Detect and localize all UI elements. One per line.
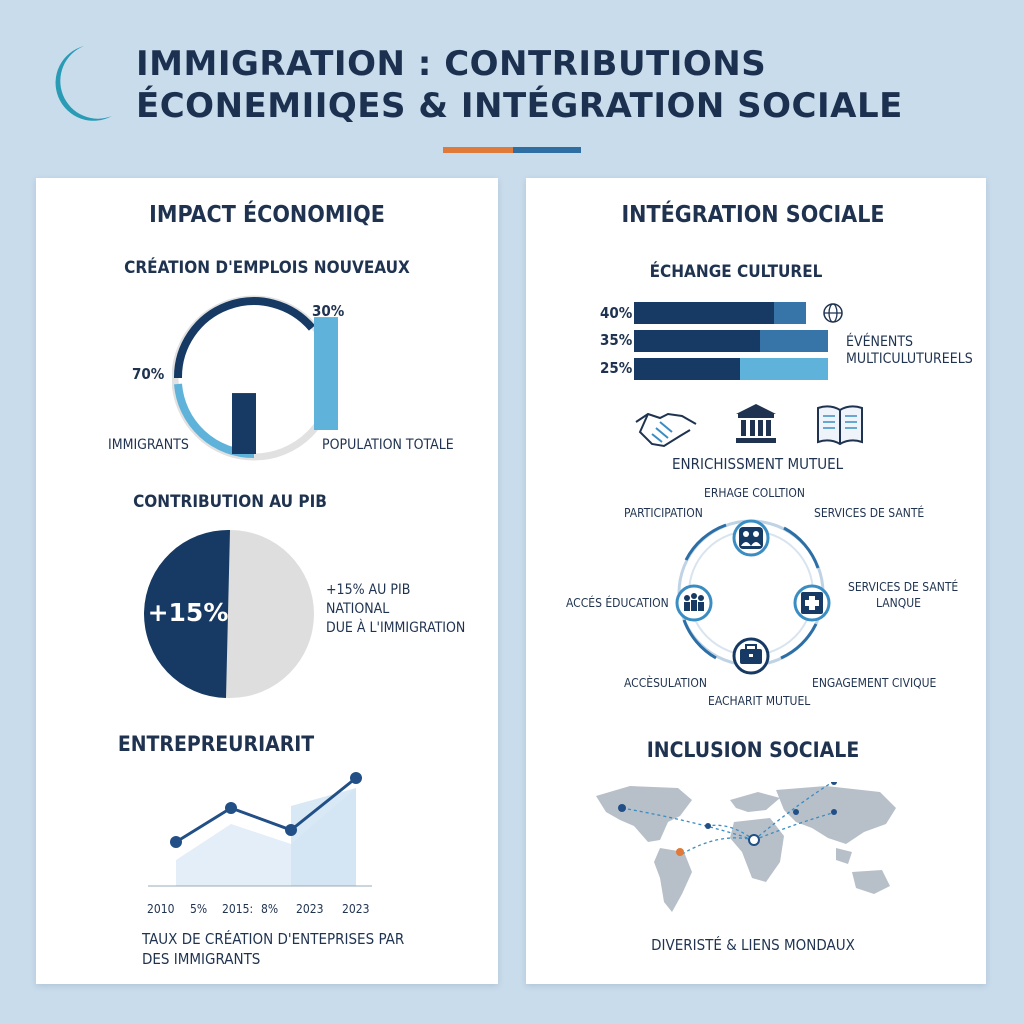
population-label: POPULATION TOTALE <box>322 437 454 453</box>
building-icon <box>734 402 778 446</box>
exchange-bar-25-seg-1 <box>740 358 828 380</box>
exchange-bar-35-seg-1 <box>760 330 828 352</box>
health-cross-node <box>795 586 829 620</box>
exchange-bar-40-seg-0 <box>634 302 774 324</box>
population-pct-label: 30% <box>312 302 345 320</box>
jobs-ring-navy-arc <box>178 301 312 378</box>
gdp-desc-line3: DUE À L'IMMIGRATION <box>326 620 466 636</box>
cycle-label-participation: PARTICIPATION <box>624 506 703 520</box>
immigrants-bar <box>232 393 256 454</box>
book-icon <box>814 402 866 448</box>
immigrants-pct-label: 70% <box>132 365 165 383</box>
exchange-bar-40-seg-1 <box>774 302 806 324</box>
people-node <box>734 521 768 555</box>
integration-cycle-diagram <box>666 508 836 678</box>
entrepreneurship-point-2 <box>285 824 297 836</box>
page-title-line-2: ÉCONEMIIQES & INTÉGRATION SOCIALE <box>136 86 903 126</box>
entrepreneurship-line-chart <box>136 772 376 892</box>
cultural-exchange-title: ÉCHANGE CULTUREL <box>649 262 823 282</box>
inclusion-heading: INCLUSION SOCIALE <box>646 738 860 762</box>
world-map <box>590 782 910 922</box>
cycle-label-top: ERHAGE COLLTION <box>704 486 805 500</box>
title-underline-blue <box>513 147 581 153</box>
exchange-bar-label-25: 25% <box>600 359 633 377</box>
logo-crescent-icon <box>48 44 114 124</box>
x-label-8pct: 8% <box>261 902 279 916</box>
title-underline-orange <box>443 147 513 153</box>
entrepreneurship-point-0 <box>170 836 182 848</box>
enrichment-label: ENRICHISSMENT MUTUEL <box>672 455 844 473</box>
entrepreneurship-heading: ENTREPREURIARIT <box>117 732 315 756</box>
population-bar <box>314 317 338 430</box>
globe-icon <box>822 302 844 324</box>
jobs-chart-title: CRÉATION D'EMPLOIS NOUVEAUX <box>124 258 410 278</box>
entrepreneurship-caption-line1: TAUX DE CRÉATION D'ENTEPRISES PAR <box>142 930 405 948</box>
cycle-label-health-right-1: SERVICES DE SANTÉ <box>848 580 959 594</box>
gdp-pie-chart <box>144 528 314 700</box>
social-integration-card <box>526 178 986 984</box>
x-label-2015: 2015: <box>222 902 254 916</box>
handshake-icon <box>634 406 700 450</box>
cultural-exchange-bar-chart <box>634 300 834 384</box>
x-label-2023-b: 2023 <box>342 902 370 916</box>
cycle-label-health-top: SERVICES DE SANTÉ <box>814 506 925 520</box>
social-integration-heading: INTÉGRATION SOCIALE <box>621 202 885 228</box>
immigrants-label: IMMIGRANTS <box>108 437 189 453</box>
cycle-label-health-right-2: LANQUE <box>876 596 921 610</box>
events-label-line1: ÉVÉNENTS <box>846 334 914 350</box>
gdp-chart-title: CONTRIBUTION AU PIB <box>133 492 327 512</box>
inclusion-caption: DIVERISTÉ & LIENS MONDAUX <box>651 936 855 954</box>
economic-impact-card <box>36 178 498 984</box>
events-label-line2: MULTICULUTUREELS <box>846 351 973 367</box>
gdp-desc-line2: NATIONAL <box>326 601 390 617</box>
exchange-bar-25-seg-0 <box>634 358 740 380</box>
entrepreneurship-point-3 <box>350 772 362 784</box>
group-node <box>677 586 711 620</box>
x-label-5pct: 5% <box>190 902 208 916</box>
cycle-label-accesulation: ACCÈSULATION <box>624 676 707 690</box>
cycle-label-bottom: EACHARIT MUTUEL <box>708 694 811 708</box>
exchange-bar-label-40: 40% <box>600 304 633 322</box>
entrepreneurship-point-1 <box>225 802 237 814</box>
briefcase-node <box>734 639 768 673</box>
gdp-desc-line1: +15% AU PIB <box>326 582 411 598</box>
x-label-2023-a: 2023 <box>296 902 324 916</box>
x-label-2010: 2010 <box>147 902 175 916</box>
cycle-label-civic: ENGAGEMENT CIVIQUE <box>812 676 937 690</box>
economic-impact-heading: IMPACT ÉCONOMIQE <box>149 202 385 228</box>
page-title-line-1: IMMIGRATION : CONTRIBUTIONS <box>136 44 767 84</box>
gdp-pie-value: +15% <box>147 598 229 627</box>
exchange-bar-35-seg-0 <box>634 330 760 352</box>
entrepreneurship-caption-line2: DES IMMIGRANTS <box>142 950 261 968</box>
exchange-bar-label-35: 35% <box>600 331 633 349</box>
cycle-label-education: ACCÉS ÉDUCATION <box>566 596 669 610</box>
